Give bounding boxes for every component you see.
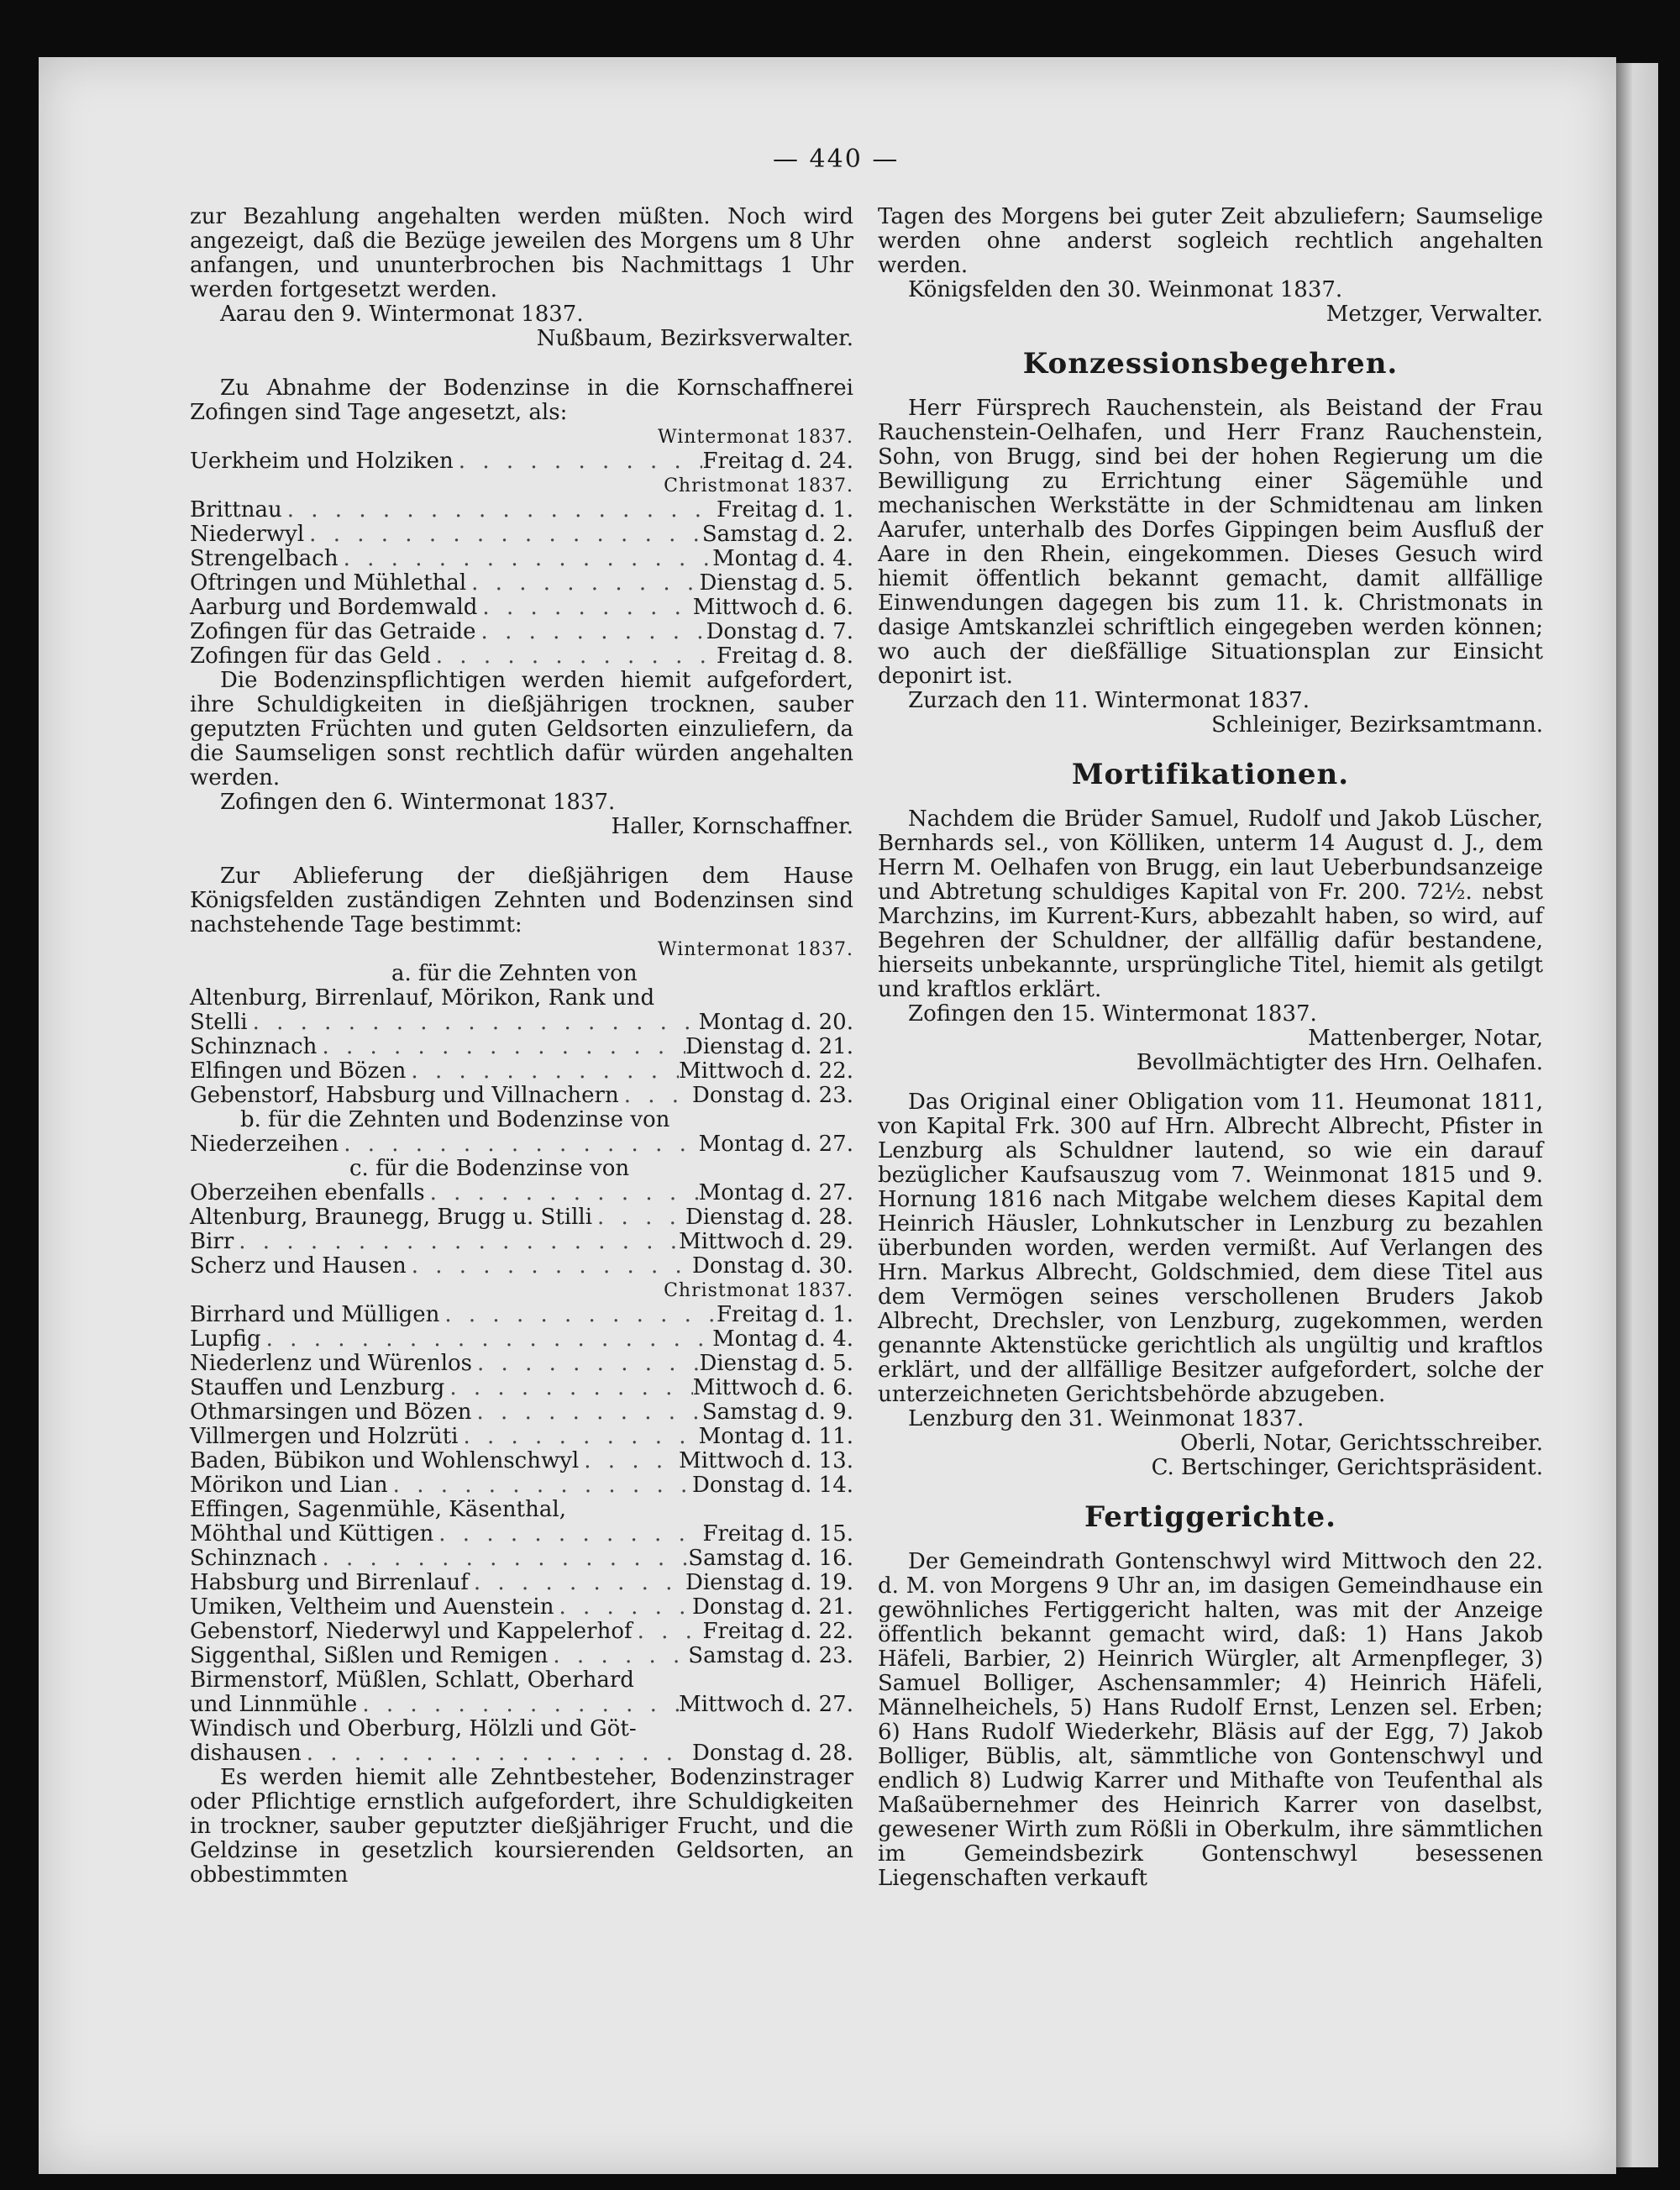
section-heading-konzession: Konzessionsbegehren. — [1022, 347, 1399, 381]
schedule-row — [190, 1181, 853, 1205]
place: Schinznach — [190, 1546, 318, 1571]
schedule-row — [190, 1522, 853, 1547]
day: Freitag d. 8. — [716, 643, 853, 669]
koenigsfelden-signature: Metzger, Verwalter. — [1326, 302, 1543, 327]
day: Samstag d. 23. — [688, 1643, 853, 1668]
place: Oftringen und Mühlethal — [190, 570, 467, 596]
mortifikation-1-text: Nachdem die Brüder Samuel, Rudolf und Jakob Lüscher, Bernhards sel., von Kölliken, unterm 14 August d. J., dem Herrn M. Oelhafen von Brugg, ein laut Ueberbundsanzeige und Abtretung schuldiges Kapital von Fr. 200. 72½. nebst Marchzins, im Kurrent-Kurs, abbezahlt haben, so wird, auf Begehren der Schuldner, der allfällig dafür bestandene, hierseits unbekannte, ursprüngliche Titel, hiemit als getilgt und kraftlos erklärt. — [878, 806, 1543, 1002]
place-line: Altenburg, Birrenlauf, Mörikon, Rank und — [190, 985, 655, 1011]
day: Mittwoch d. 13. — [679, 1448, 853, 1473]
continuation-paragraph: Tagen des Morgens bei guter Zeit abzuliefern; Saumselige werden ohne anderst sogleich rechtlich angehalten werden. — [878, 204, 1543, 278]
place: Umiken, Veltheim und Auenstein — [190, 1594, 554, 1620]
place-line: Birmenstorf, Müßlen, Schlatt, Oberhard — [190, 1667, 634, 1693]
day: Dienstag d. 5. — [699, 570, 853, 596]
schedule-row — [190, 1595, 853, 1620]
day: Mittwoch d. 6. — [692, 1375, 853, 1400]
place: Birr — [190, 1229, 234, 1254]
schedule-row — [190, 1011, 853, 1035]
day: Donstag d. 7. — [706, 619, 853, 644]
day: Donstag d. 28. — [692, 1741, 853, 1766]
book-spine — [1616, 63, 1658, 2167]
schedule-row — [190, 1400, 853, 1425]
mortifikation-1-signature: Mattenberger, Notar, — [1308, 1026, 1543, 1051]
month-heading: Christmonat 1837. — [664, 475, 853, 496]
place-line: Effingen, Sagenmühle, Käsenthal, — [190, 1497, 566, 1522]
place: und Linnmühle — [190, 1692, 358, 1717]
place: Gebenstorf, Habsburg und Villnachern — [190, 1083, 619, 1108]
day: Donstag d. 30. — [692, 1253, 853, 1279]
day: Freitag d. 22. — [702, 1619, 853, 1644]
schedule-row — [190, 1547, 853, 1571]
place: Scherz und Hausen — [190, 1253, 407, 1279]
day: Donstag d. 23. — [692, 1083, 853, 1108]
place: Niederzeihen — [190, 1132, 339, 1157]
day: Freitag d. 1. — [716, 497, 853, 523]
mortifikation-2-text: Das Original einer Obligation vom 11. Heumonat 1811, von Kapital Frk. 300 auf Hrn. Albrecht Albrecht, Pfister in Lenzburg als Schuldner lautend, so wie ein darauf bezüglicher Kaufsauszug vom 7. Weinmonat 1815 und 9. Hornung 1816 nach Mitgabe welchem dieses Kapital dem Heinrich Häusler, Lohnkutscher in Lenzburg zu bezahlen überbunden worden, werden vermißt. Auf Verlangen des Hrn. Markus Albrecht, Goldschmied, dem diese Titel aus dem Vermögen seines verschollenen Bruders Jakob Albrecht, Drechsler, von Lenzburg, zugekommen, werden genannte Aktenstücke gerichtlich als ungültig und kraftlos erklärt, und der allfällige Besitzer aufgefordert, solche der unterzeichneten Gerichtsbehörde abzugeben. — [878, 1090, 1543, 1407]
day: Dienstag d. 5. — [699, 1351, 853, 1376]
mortifikation-1-date: Zofingen den 15. Wintermonat 1837. — [908, 1001, 1317, 1027]
place: Strengelbach — [190, 546, 339, 571]
place: Oberzeihen ebenfalls — [190, 1180, 425, 1205]
koenigsfelden-text: Es werden hiemit alle Zehntbesteher, Bodenzinstrager oder Pflichtige ernstlich aufgefordert, ihre Schuldigkeiten in trockner, sauber geputzter dießjähriger Frucht, und die Geldzinse in gesetzlich koursierenden Geldsorten, an obbestimmten — [190, 1765, 853, 1888]
day: Freitag d. 15. — [702, 1521, 853, 1547]
schedule-row — [190, 1741, 853, 1766]
place: Habsburg und Birrenlauf — [190, 1570, 469, 1595]
place: Stelli — [190, 1010, 248, 1035]
konzession-text: Herr Fürsprech Rauchenstein, als Beistand der Frau Rauchenstein-Oelhafen, und Herr Franz Rauchenstein, Sohn, von Brugg, sind bei der hohen Regierung um die Bewilligung zu Errichtung einer Sägemühle und mechanischen Werkstätte in der Schmidtenau am linken Aarufer, unterhalb des Dorfes Gippingen beim Ausfluß der Aare in den Rhein, eingekommen. Dieses Gesuch wird hiemit öffentlich bekannt gemacht, damit allfällige Einwendungen dagegen bis zum 11. k. Christmonats in dasige Amtskanzlei schriftlich eingegeben werden können; wo auch der dießfällige Situationsplan zur Einsicht deponirt ist. — [878, 396, 1543, 689]
month-heading: Wintermonat 1837. — [657, 939, 853, 960]
place: Aarburg und Bordemwald — [190, 595, 478, 620]
schedule-row — [190, 1376, 853, 1400]
place: Zofingen für das Geld — [190, 643, 431, 669]
mortifikation-2-signature-2: C. Bertschinger, Gerichtspräsident. — [1151, 1455, 1543, 1480]
schedule-row — [190, 449, 853, 474]
fertiggericht-text: Der Gemeindrath Gontenschwyl wird Mittwoch den 22. d. M. von Morgens 9 Uhr an, im dasigen Gemeindhause ein gewöhnliches Fertiggericht halten, was mit der Anzeige öffentlich bekannt gemacht wird, daß: 1) Hans Jakob Häfeli, Barbier, 2) Heinrich Würgler, alt Armenpfleger, 3) Samuel Bolliger, Aschensammler; 4) Heinrich Häfeli, Männelheichels, 5) Hans Rudolf Ernst, Lenzen sel. Erben; 6) Hans Rudolf Wiederkehr, Bläsis auf der Egg, 7) Jakob Bolliger, Büblis, alt, sämmtliche von Gontenschwyl und endlich 8) Ludwig Karrer und Mithafte von Teufenthal als Maßaübernehmer des Heinrich Karrer von daselbst, gewesener Wirth zum Rößli in Oberkulm, ihre sämmtlichen im Gemeindsbezirk Gontenschwyl besessenen Liegenschaften verkauft — [878, 1549, 1543, 1891]
place: Baden, Bübikon und Wohlenschwyl — [190, 1448, 580, 1473]
schedule-row — [190, 523, 853, 547]
day: Montag d. 27. — [698, 1132, 853, 1157]
place: Altenburg, Braunegg, Brugg u. Stilli — [190, 1205, 593, 1230]
right-column — [878, 205, 1543, 1891]
day: Mittwoch d. 27. — [679, 1692, 853, 1717]
schedule-row — [190, 1352, 853, 1376]
zofingen-text: Die Bodenzinspflichtigen werden hiemit aufgefordert, ihre Schuldigkeiten in dießjährigen trocknen, sauber geputzten Früchten und guten Geldsorten einzuliefern, da die Saumseligen sonst rechtlich dafür würden angehalten werden. — [190, 668, 853, 790]
page-number: — 440 — — [773, 144, 900, 174]
zofingen-intro: Zu Abnahme der Bodenzinse in die Kornschaffnerei Zofingen sind Tage angesetzt, als: — [190, 376, 853, 425]
place: Möhthal und Küttigen — [190, 1521, 434, 1547]
schedule-row — [190, 1620, 853, 1644]
day: Mittwoch d. 6. — [692, 595, 853, 620]
konzession-date: Zurzach den 11. Wintermonat 1837. — [908, 688, 1310, 713]
place: Othmarsingen und Bözen — [190, 1400, 472, 1425]
schedule-row — [190, 1473, 853, 1498]
schedule-row — [190, 571, 853, 596]
day: Samstag d. 2. — [701, 522, 853, 547]
place: Elfingen und Bözen — [190, 1058, 407, 1084]
schedule-row — [190, 1230, 853, 1254]
schedule-row — [190, 1644, 853, 1668]
koenigsfelden-intro: Zur Ablieferung der dießjährigen dem Hause Königsfelden zuständigen Zehnten und Bodenzinsen sind nachstehende Tage bestimmt: — [190, 864, 853, 937]
schedule-row — [190, 1693, 853, 1717]
place: Niederwyl — [190, 522, 305, 547]
month-heading: Christmonat 1837. — [664, 1280, 853, 1301]
place: Stauffen und Lenzburg — [190, 1375, 445, 1400]
place: dishausen — [190, 1741, 302, 1766]
konzession-signature: Schleiniger, Bezirksamtmann. — [1211, 712, 1543, 738]
place: Mörikon und Lian — [190, 1473, 388, 1498]
schedule-row — [190, 547, 853, 571]
schedule-row — [190, 1035, 853, 1059]
zofingen-date: Zofingen den 6. Wintermonat 1837. — [220, 790, 616, 815]
day: Montag d. 27. — [698, 1180, 853, 1205]
koenigsfelden-date: Königsfelden den 30. Weinmonat 1837. — [908, 277, 1343, 302]
day: Freitag d. 24. — [702, 449, 853, 474]
schedule-row — [190, 1132, 853, 1157]
day: Samstag d. 9. — [701, 1400, 853, 1425]
day: Samstag d. 16. — [688, 1546, 853, 1571]
schedule-row — [190, 1084, 853, 1108]
subheading-a: a. für die Zehnten von — [391, 961, 638, 986]
aarau-signature: Nußbaum, Bezirksverwalter. — [536, 326, 853, 351]
day: Donstag d. 14. — [692, 1473, 853, 1498]
place: Uerkheim und Holziken — [190, 449, 454, 474]
place: Birrhard und Mülligen — [190, 1302, 440, 1327]
schedule-row — [190, 1327, 853, 1352]
aarau-date: Aarau den 9. Wintermonat 1837. — [220, 302, 584, 327]
mortifikation-2-signature: Oberli, Notar, Gerichtsschreiber. — [1179, 1431, 1543, 1456]
month-heading: Wintermonat 1837. — [657, 427, 853, 448]
day: Mittwoch d. 29. — [679, 1229, 853, 1254]
place: Schinznach — [190, 1034, 318, 1059]
mortifikation-1-signature-role: Bevollmächtigter des Hrn. Oelhafen. — [1136, 1050, 1543, 1075]
subheading-b: b. für die Zehnten und Bodenzinse von — [240, 1107, 670, 1132]
schedule-row — [190, 596, 853, 620]
day: Montag d. 11. — [698, 1424, 853, 1449]
day: Montag d. 20. — [698, 1010, 853, 1035]
left-column — [190, 205, 853, 1888]
place: Niederlenz und Würenlos — [190, 1351, 473, 1376]
schedule-row — [190, 1205, 853, 1230]
section-heading-fertiggerichte: Fertiggerichte. — [1084, 1500, 1337, 1534]
schedule-row — [190, 498, 853, 523]
place: Siggenthal, Sißlen und Remigen — [190, 1643, 549, 1668]
day: Donstag d. 21. — [692, 1594, 853, 1620]
section-heading-mortifikationen: Mortifikationen. — [1071, 758, 1350, 791]
subheading-c: c. für die Bodenzinse von — [349, 1156, 630, 1181]
place: Lupfig — [190, 1326, 261, 1352]
place: Brittnau — [190, 497, 282, 523]
schedule-row — [190, 644, 853, 669]
day: Dienstag d. 28. — [685, 1205, 853, 1230]
day: Montag d. 4. — [712, 1326, 853, 1352]
schedule-row — [190, 1303, 853, 1327]
day: Dienstag d. 19. — [685, 1570, 853, 1595]
day: Montag d. 4. — [712, 546, 853, 571]
schedule-row — [190, 1571, 853, 1595]
schedule-row — [190, 1425, 853, 1449]
place: Gebenstorf, Niederwyl und Kappelerhof — [190, 1619, 633, 1644]
mortifikation-2-date: Lenzburg den 31. Weinmonat 1837. — [908, 1406, 1305, 1431]
schedule-row — [190, 1059, 853, 1084]
place-line: Windisch und Oberburg, Hölzli und Göt- — [190, 1716, 637, 1741]
schedule-row — [190, 620, 853, 644]
schedule-row — [190, 1254, 853, 1279]
zofingen-signature: Haller, Kornschaffner. — [611, 814, 853, 839]
place: Zofingen für das Getraide — [190, 619, 476, 644]
day: Mittwoch d. 22. — [679, 1058, 853, 1084]
schedule-row — [190, 1449, 853, 1473]
day: Freitag d. 1. — [716, 1302, 853, 1327]
intro-paragraph: zur Bezahlung angehalten werden müßten. Noch wird angezeigt, daß die Bezüge jeweilen des Morgens um 8 Uhr anfangen, und ununterbrochen bis Nachmittags 1 Uhr werden fortgesetzt werden. — [190, 204, 853, 302]
place: Villmergen und Holzrüti — [190, 1424, 459, 1449]
day: Dienstag d. 21. — [685, 1034, 853, 1059]
